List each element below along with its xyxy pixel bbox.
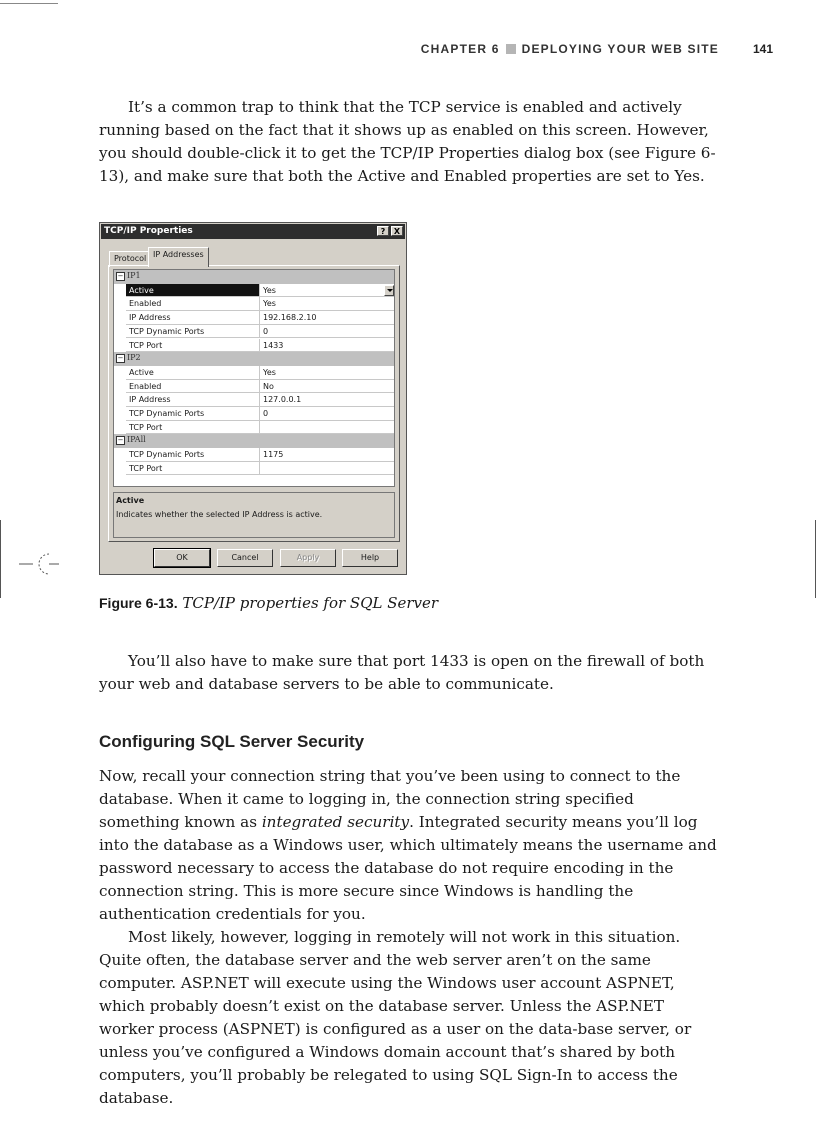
chapter-number: CHAPTER 6 [420, 42, 500, 56]
chapter-title [421, 42, 719, 56]
property-name[interactable]: Enabled [126, 380, 260, 394]
description-text: Indicates whether the selected IP Address is active. [116, 510, 323, 519]
group-header-ip2[interactable] [114, 352, 395, 366]
separator-square-icon [506, 44, 516, 54]
property-name[interactable]: TCP Dynamic Ports [126, 407, 260, 421]
property-row[interactable] [114, 407, 395, 421]
integrated-security-term: integrated security [261, 813, 410, 831]
security-paragraph-2: Most likely, however, logging in remotely will not work in this situation. Quite often, the database server and the web server aren’t on the same computer. ASP.NET will execute using the Windows user account ASPNET, which probably doesn’t exist on the database server. Unless the ASP.NET worker process (ASPNET) is configured as a user on the data-base server, or unless you’ve configured a Windows domain account that’s shared by both computers, you’ll probably be relegated to using SQL Sign-In to access the database. [99, 928, 692, 1107]
property-name[interactable]: IP Address [126, 311, 260, 325]
section-heading: Configuring SQL Server Security [99, 732, 365, 751]
ok-button[interactable]: OK [154, 549, 210, 567]
security-paragraph-1 [99, 765, 719, 926]
description-pane [113, 492, 395, 538]
cancel-button[interactable]: Cancel [217, 549, 273, 567]
group-header-ipall[interactable] [114, 434, 395, 448]
group-name: IP2 [127, 353, 141, 363]
property-row[interactable] [114, 393, 395, 407]
property-row[interactable] [114, 366, 395, 380]
dialog-title: TCP/IP Properties [104, 226, 193, 236]
group-name: IPAll [127, 435, 146, 445]
para1-after: . Integrated security means you’ll log into the database as a Windows user, which ultimately means the username and password necessary to access the database do not require encoding in the connection string. This is more secure since Windows is handling the authentication credentials for you. [99, 813, 717, 923]
property-row[interactable] [114, 339, 395, 353]
port-text: You’ll also have to make sure that port 1433 is open on the firewall of both your web and database servers to be able to communicate. [99, 652, 705, 693]
property-row[interactable] [114, 421, 395, 435]
tcpip-properties-dialog [99, 222, 407, 575]
collapse-icon[interactable]: − [117, 272, 124, 280]
tab-ip-addresses[interactable]: IP Addresses [148, 247, 209, 267]
figure-caption-text: TCP/IP properties for SQL Server [182, 594, 439, 612]
para1-before: Now, recall your connection string that you’ve been using to connect to the database. When it came to logging in, the connection string specified something known as [99, 767, 681, 831]
property-value[interactable]: Yes [260, 366, 395, 380]
property-name[interactable]: Active [126, 284, 260, 298]
property-name[interactable]: TCP Port [126, 462, 260, 476]
group-header-ip1[interactable] [114, 270, 395, 284]
property-grid [113, 269, 395, 487]
property-name[interactable]: TCP Dynamic Ports [126, 325, 260, 339]
property-value[interactable] [260, 421, 395, 435]
property-value[interactable]: 1433 [260, 339, 395, 353]
collapse-icon[interactable]: − [117, 354, 124, 363]
intro-text: It’s a common trap to think that the TCP service is enabled and actively running based on the fact that it shows up as enabled on this screen. However, you should double-click it to get the TCP/IP Properties dialog box (see Figure 6-13), and make sure that both the Active and Enabled properties are set to Yes. [99, 98, 716, 185]
help-title-button[interactable]: ? [377, 226, 389, 236]
collapse-icon[interactable]: − [117, 436, 124, 445]
property-value[interactable]: 127.0.0.1 [260, 393, 395, 407]
property-name[interactable]: Enabled [126, 297, 260, 311]
intro-paragraph [99, 96, 719, 188]
description-title: Active [116, 496, 145, 505]
property-value[interactable]: 0 [260, 325, 395, 339]
crop-mark-left [0, 520, 1, 598]
property-row[interactable] [114, 325, 395, 339]
dialog-titlebar [101, 224, 405, 239]
dropdown-arrow-icon[interactable] [384, 285, 394, 296]
registration-mark-icon [19, 549, 59, 579]
close-title-button[interactable]: X [391, 226, 403, 236]
chapter-name: DEPLOYING YOUR WEB SITE [521, 42, 719, 56]
port-paragraph [99, 650, 719, 696]
property-row[interactable] [114, 448, 395, 462]
property-name[interactable]: TCP Port [126, 339, 260, 353]
property-name[interactable]: TCP Port [126, 421, 260, 435]
help-button[interactable]: Help [342, 549, 398, 567]
property-value[interactable]: No [260, 380, 395, 394]
tab-panel [108, 265, 400, 542]
property-name[interactable]: TCP Dynamic Ports [126, 448, 260, 462]
security-paragraphs [99, 765, 719, 1110]
property-row[interactable] [114, 311, 395, 325]
tab-protocol[interactable]: Protocol [109, 251, 151, 267]
property-row[interactable] [114, 297, 395, 311]
property-value[interactable]: Yes [260, 284, 395, 298]
property-name[interactable]: IP Address [126, 393, 260, 407]
property-value[interactable]: 0 [260, 407, 395, 421]
crop-mark-top [0, 3, 58, 4]
property-value[interactable] [260, 462, 395, 476]
property-value[interactable]: 192.168.2.10 [260, 311, 395, 325]
property-row[interactable] [114, 284, 395, 298]
apply-button[interactable]: Apply [280, 549, 336, 567]
figure-caption [99, 594, 438, 612]
page-number: 141 [752, 42, 773, 56]
property-row[interactable] [114, 380, 395, 394]
property-row[interactable] [114, 462, 395, 476]
figure-label: Figure 6-13. [99, 595, 178, 611]
group-name: IP1 [127, 271, 141, 280]
property-value[interactable]: Yes [260, 297, 395, 311]
property-value[interactable]: 1175 [260, 448, 395, 462]
running-header [0, 42, 816, 62]
property-name[interactable]: Active [126, 366, 260, 380]
